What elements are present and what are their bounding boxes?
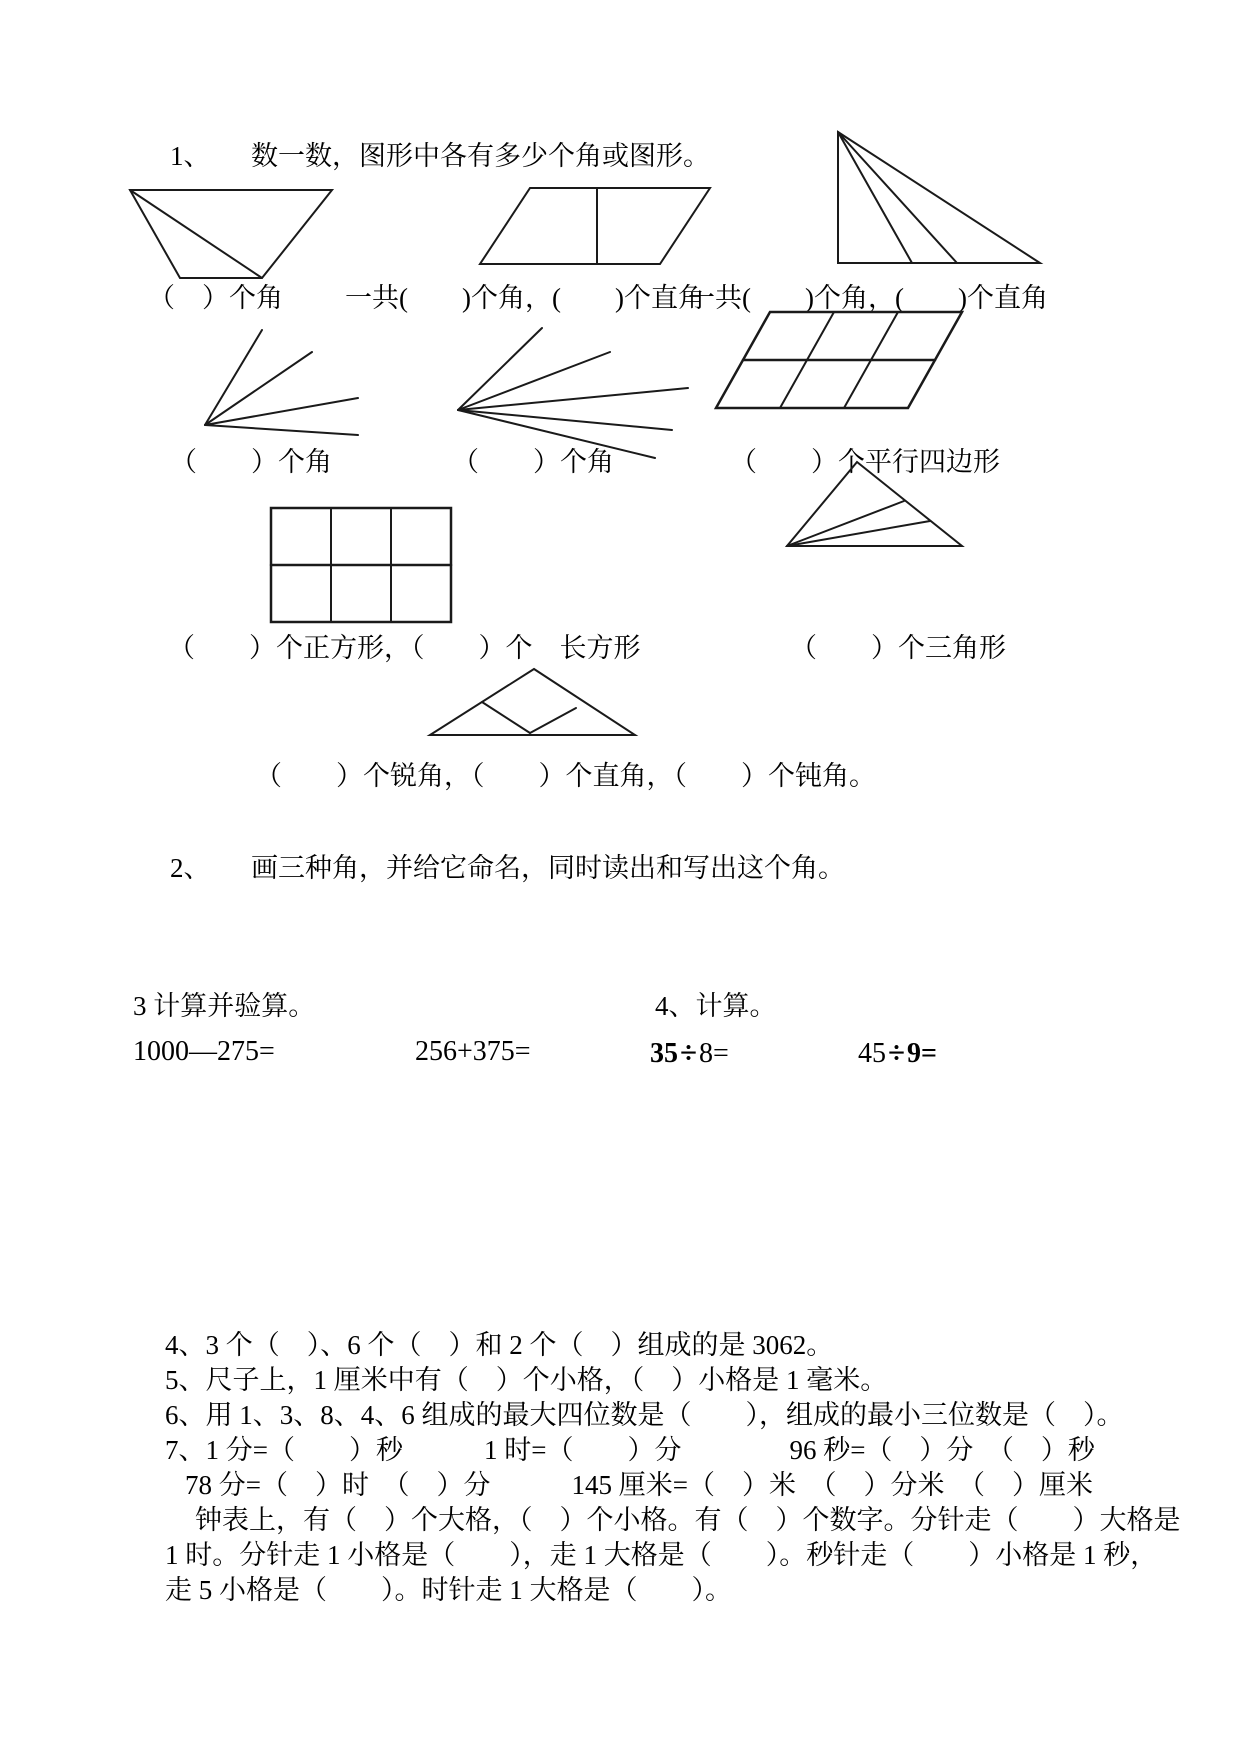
q4-problem-1 — [650, 1034, 729, 1070]
q2-heading: 2、 画三种角，并给它命名，同时读出和写出这个角。 — [170, 853, 845, 883]
fill-line-q5: 5、尺子上，1 厘米中有（ ）个小格，（ ）小格是 1 毫米。 — [165, 1365, 888, 1395]
division-sign: ÷ — [888, 1035, 906, 1070]
q1-row4-caption: （ ）个锐角，（ ）个直角，（ ）个钝角。 — [255, 761, 876, 791]
q4-p1-dividend: 35 — [650, 1038, 678, 1069]
q3-heading: 3 计算并验算。 — [133, 991, 316, 1021]
q1-row1-caption-2: 一共( )个角，( )个直角 — [345, 283, 705, 313]
fill-line-q4: 4、3 个（ ）、6 个（ ）和 2 个（ ）组成的是 3062。 — [165, 1330, 834, 1360]
figure-triangle-fan — [780, 455, 975, 555]
figure-parallelogram-grid — [700, 300, 970, 418]
fill-line-q7: 7、1 分=（ ）秒 1 时=（ ）分 96 秒=（ ）分 （ ）秒 — [165, 1435, 1095, 1465]
q4-p2-dividend: 45 — [858, 1038, 886, 1069]
figure-angle-fan-four-rays — [190, 320, 375, 445]
q4-problem-2 — [858, 1034, 937, 1070]
fill-line-q7b: 78 分=（ ）时 （ ）分 145 厘米=（ ）米 （ ）分米 （ ）厘米 — [185, 1470, 1093, 1500]
figure-rectangle-grid — [265, 500, 460, 630]
q4-p1-divisor: 8= — [699, 1038, 729, 1069]
figure-triangle-inner-lines — [420, 658, 650, 743]
q1-heading: 1、 数一数，图形中各有多少个角或图形。 — [170, 141, 710, 171]
q1-row1-caption-3: 一共( )个角，( )个直角 — [688, 283, 1048, 313]
q3-problem-1: 1000—275= — [133, 1036, 275, 1067]
q3-problem-2: 256+375= — [415, 1036, 531, 1067]
q1-row1-caption-1: （ ）个角 — [148, 283, 283, 313]
figure-right-triangle-fan — [820, 115, 1060, 273]
fill-line-q7e: 走 5 小格是（ ）。时针走 1 大格是（ ）。 — [165, 1575, 732, 1605]
fill-line-q7c: 钟表上，有（ ）个大格，（ ）个小格。有（ ）个数字。分针走（ ）大格是 — [195, 1505, 1181, 1535]
division-sign: ÷ — [680, 1035, 698, 1070]
q4-heading: 4、计算。 — [655, 991, 777, 1021]
q1-row2-caption-3: （ ）个平行四边形 — [730, 447, 1000, 477]
figure-trapezoid-with-diagonal — [120, 180, 350, 285]
fill-in-questions — [165, 1328, 1181, 1608]
fill-line-q7d: 1 时。分针走 1 小格是（ ），走 1 大格是（ ）。秒针走（ ）小格是 1 秒， — [165, 1540, 1158, 1570]
fill-line-q6: 6、用 1、3、8、4、6 组成的最大四位数是（ ），组成的最小三位数是（ ）。 — [165, 1400, 1124, 1430]
q1-row3-caption-1: （ ）个正方形，（ ）个 长方形 — [168, 633, 641, 663]
q1-row3-caption-2: （ ）个三角形 — [790, 633, 1006, 663]
q1-row2-caption-2: （ ）个角 — [452, 447, 614, 477]
figure-parallelogram-divided — [470, 180, 720, 272]
q4-p2-divisor: 9= — [907, 1038, 937, 1069]
q1-row2-caption-1: （ ）个角 — [170, 447, 332, 477]
